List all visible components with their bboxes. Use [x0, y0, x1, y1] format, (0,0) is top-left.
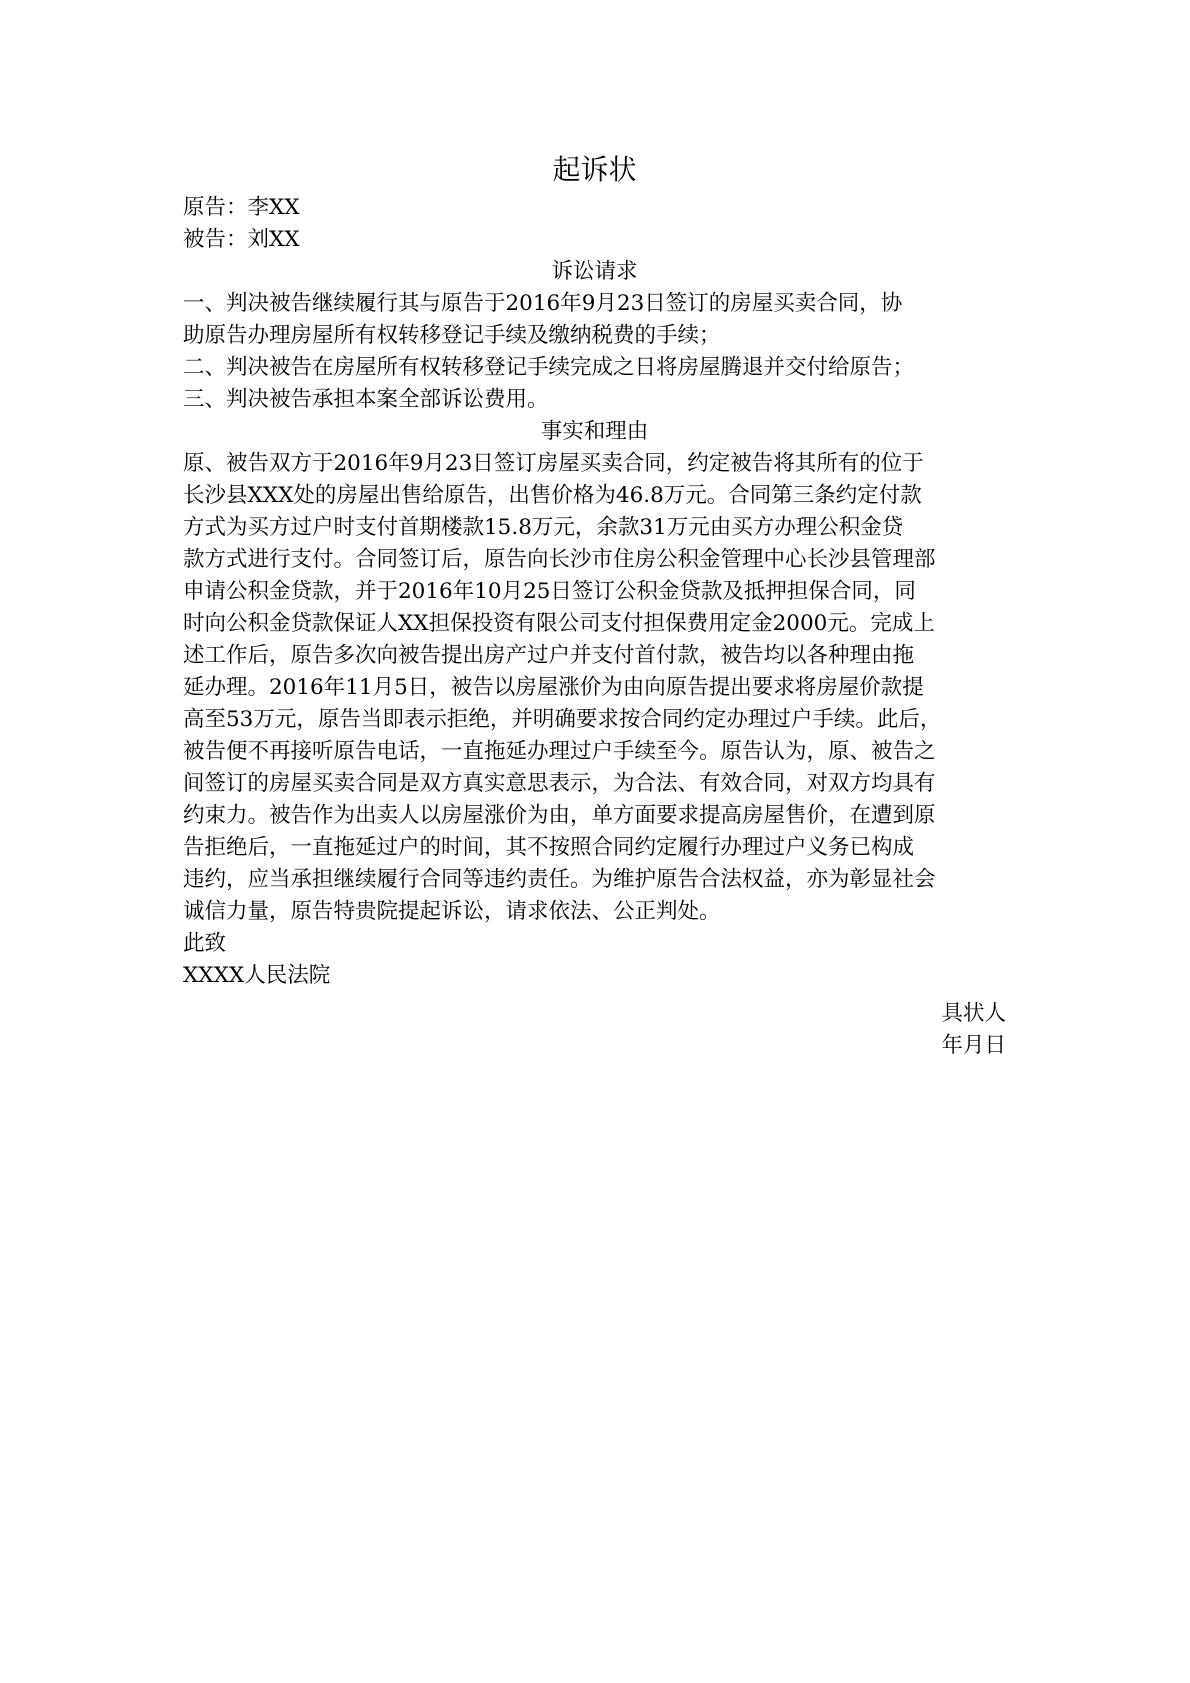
facts-line: 高至53万元，原告当即表示拒绝，并明确要求按合同约定办理过户手续。此后，	[183, 707, 942, 732]
claim-item-2: 二、判决被告在房屋所有权转移登记手续完成之日将房屋腾退并交付给原告；	[183, 355, 915, 380]
claim-item-1-line-1: 一、判决被告继续履行其与原告于2016年9月23日签订的房屋买卖合同，协	[183, 291, 903, 316]
court-name: XXXX人民法院	[183, 963, 331, 988]
facts-line: 间签订的房屋买卖合同是双方真实意思表示，为合法、有效合同，对双方均具有	[183, 771, 936, 796]
facts-line: 延办理。2016年11月5日，被告以房屋涨价为由向原告提出要求将房屋价款提	[183, 675, 924, 700]
facts-line: 约束力。被告作为出卖人以房屋涨价为由，单方面要求提高房屋售价，在遭到原	[183, 803, 936, 828]
facts-line: 被告便不再接听原告电话，一直拖延办理过户手续至今。原告认为，原、被告之	[183, 739, 936, 764]
facts-line: 款方式进行支付。合同签订后，原告向长沙市住房公积金管理中心长沙县管理部	[183, 547, 936, 572]
facts-heading: 事实和理由	[540, 419, 649, 444]
facts-line: 原、被告双方于2016年9月23日签订房屋买卖合同，约定被告将其所有的位于	[183, 451, 924, 476]
facts-line: 申请公积金贷款，并于2016年10月25日签订公积金贷款及抵押担保合同，同	[183, 579, 916, 604]
signer-label: 具状人	[941, 1001, 1006, 1026]
defendant-line: 被告：刘XX	[183, 227, 300, 252]
date-label: 年月日	[941, 1033, 1006, 1058]
facts-line: 长沙县XXX处的房屋出售给原告，出售价格为46.8万元。合同第三条约定付款	[183, 483, 922, 508]
facts-line: 诚信力量，原告特贵院提起诉讼，请求依法、公正判处。	[183, 899, 721, 924]
salutation: 此致	[183, 931, 227, 956]
claim-item-3: 三、判决被告承担本案全部诉讼费用。	[183, 387, 549, 412]
facts-line: 违约，应当承担继续履行合同等违约责任。为维护原告合法权益，亦为彰显社会	[183, 867, 936, 892]
facts-line: 时向公积金贷款保证人XX担保投资有限公司支付担保费用定金2000元。完成上	[183, 611, 935, 636]
claims-heading: 诉讼请求	[551, 259, 638, 284]
facts-line: 述工作后，原告多次向被告提出房产过户并支付首付款，被告均以各种理由拖	[183, 643, 915, 668]
facts-line: 告拒绝后，一直拖延过户的时间，其不按照合同约定履行办理过户义务已构成	[183, 835, 915, 860]
claim-item-1-line-2: 助原告办理房屋所有权转移登记手续及缴纳税费的手续；	[183, 323, 721, 348]
plaintiff-line: 原告：李XX	[183, 195, 300, 220]
document-title: 起诉状	[552, 153, 637, 186]
complaint-document	[183, 148, 1006, 1062]
facts-line: 方式为买方过户时支付首期楼款15.8万元，余款31万元由买方办理公积金贷	[183, 515, 904, 540]
